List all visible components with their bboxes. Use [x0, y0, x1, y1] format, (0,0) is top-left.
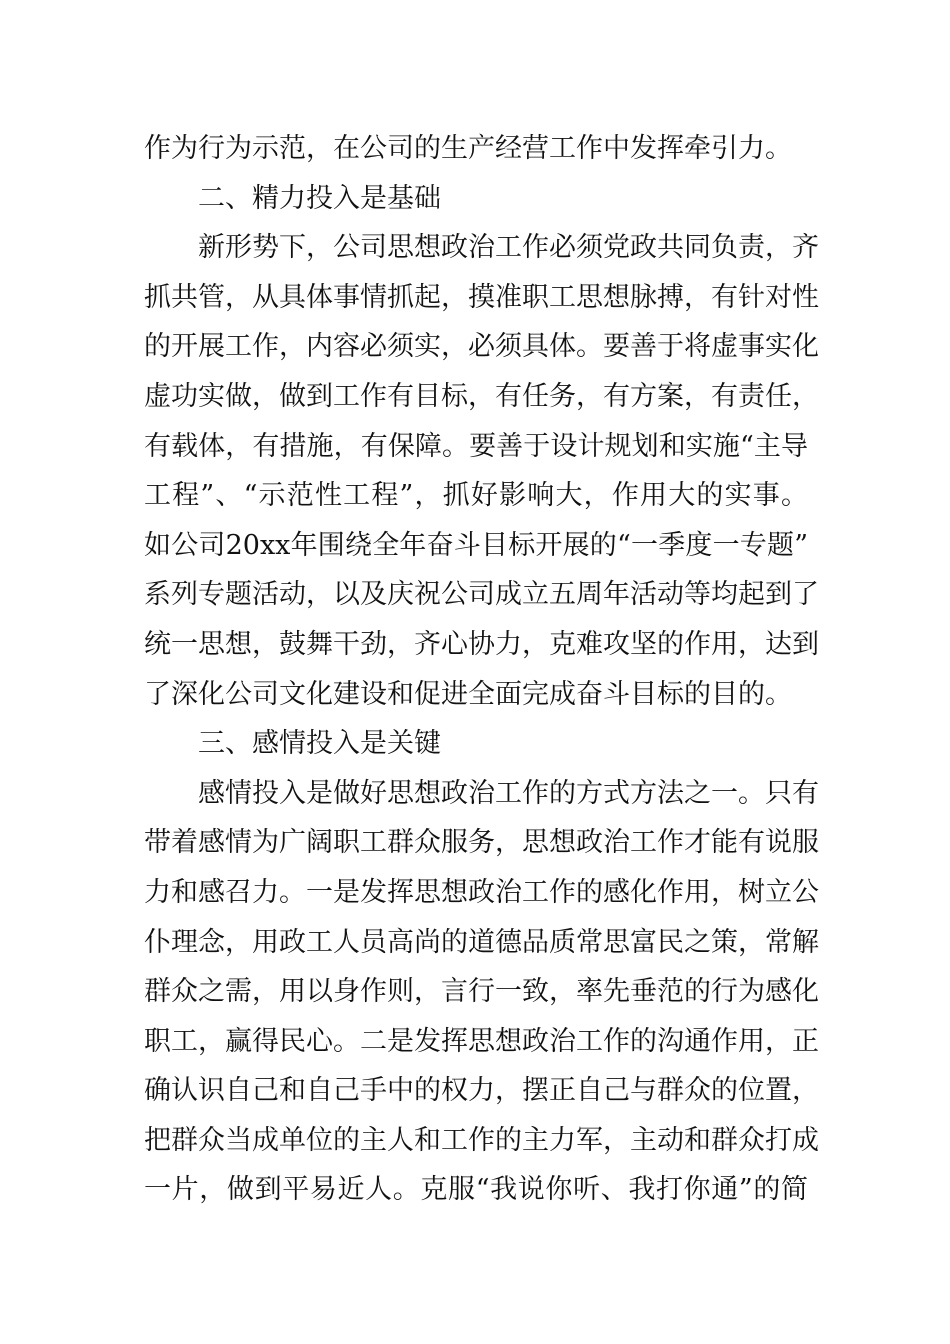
text-line: 工程”、“示范性工程”，抓好影响大，作用大的实事。 [144, 480, 808, 512]
text-line: 如公司20xx年围绕全年奋斗目标开展的“一季度一专题” [144, 529, 808, 561]
text-line: 二、精力投入是基础 [198, 182, 441, 214]
text-line: 职工，赢得民心。二是发挥思想政治工作的沟通作用，正 [144, 1025, 819, 1057]
text-line: 抓共管，从具体事情抓起，摸准职工思想脉搏，有针对性 [144, 281, 819, 313]
text-line: 仆理念，用政工人员高尚的道德品质常思富民之策，常解 [144, 926, 819, 958]
text-line: 感情投入是做好思想政治工作的方式方法之一。只有 [198, 777, 819, 809]
text-line: 新形势下，公司思想政治工作必须党政共同负责，齐 [198, 232, 819, 264]
text-line: 把群众当成单位的主人和工作的主力军，主动和群众打成 [144, 1124, 819, 1156]
text-line: 的开展工作，内容必须实，必须具体。要善于将虚事实化 [144, 331, 819, 363]
text-line: 确认识自己和自己手中的权力，摆正自己与群众的位置， [144, 1075, 819, 1107]
text-line: 作为行为示范，在公司的生产经营工作中发挥牵引力。 [144, 133, 792, 164]
document-body [144, 124, 819, 1215]
text-line: 力和感召力。一是发挥思想政治工作的感化作用，树立公 [144, 876, 819, 908]
text-line: 有载体，有措施，有保障。要善于设计规划和实施“主导 [144, 430, 808, 462]
text-line: 系列专题活动，以及庆祝公司成立五周年活动等均起到了 [144, 579, 819, 611]
text-line: 统一思想，鼓舞干劲，齐心协力，克难攻坚的作用，达到 [144, 628, 819, 660]
text-line: 一片，做到平易近人。克服“我说你听、我打你通”的简 [144, 1174, 808, 1206]
text-line: 群众之需，用以身作则，言行一致，率先垂范的行为感化 [144, 976, 819, 1008]
text-line: 虚功实做，做到工作有目标，有任务，有方案，有责任， [144, 380, 819, 412]
text-line: 带着感情为广阔职工群众服务，思想政治工作才能有说服 [144, 827, 819, 859]
text-line: 了深化公司文化建设和促进全面完成奋斗目标的目的。 [144, 678, 792, 710]
text-line: 三、感情投入是关键 [198, 728, 441, 760]
